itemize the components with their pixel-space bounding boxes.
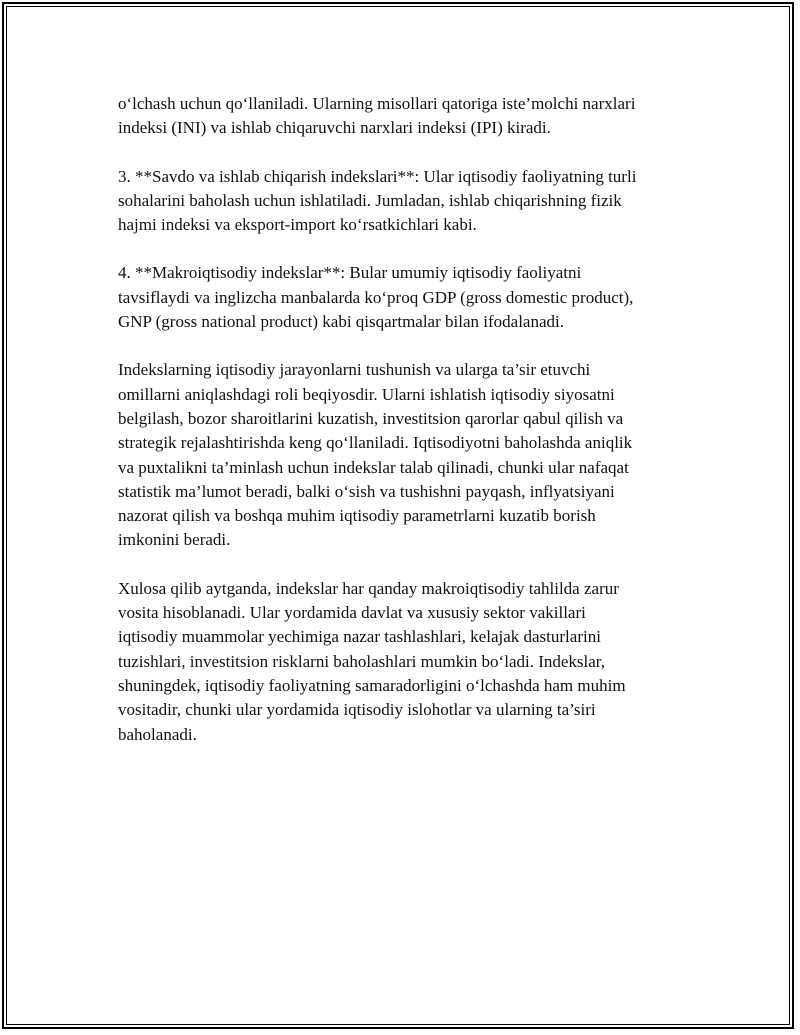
document-body [118,92,718,771]
paragraph-trade-production-indices: 3. **Savdo va ishlab chiqarish indekslari**: Ular iqtisodiy faoliyatning turli sohalarini baholash uchun ishlatiladi. Jumladan, ishlab chiqarishning fizik hajmi indeksi va eksport-import ko‘rsatkichlari kabi. [118,166,637,235]
paragraph-conclusion: Xulosa qilib aytganda, indekslar har qanday makroiqtisodiy tahlilda zarur vosita hisoblanadi. Ular yordamida davlat va xususiy sektor vakillari iqtisodiy muammolar yechimiga nazar tashlashlari, kelajak dasturlarini tuzishlari, investitsion risklarni baholashlari mumkin bo‘ladi. Indekslar, shuningdek, iqtisodiy faoliyatning samaradorligini o‘lchashda ham muhim vositadir, chunki ular yordamida iqtisodiy islohotlar va ularning ta’siri baholanadi. [118,578,626,744]
paragraph-macroeconomic-indices: 4. **Makroiqtisodiy indekslar**: Bular umumiy iqtisodiy faoliyatni tavsiflaydi va inglizcha manbalarda ko‘proq GDP (gross domestic product), GNP (gross national product) kabi qisqartmalar bilan ifodalanadi. [118,263,634,332]
paragraph-price-indices: o‘lchash uchun qo‘llaniladi. Ularning misollari qatoriga iste’molchi narxlari indeksi (INI) va ishlab chiqaruvchi narxlari indeksi (IPI) kiradi. [118,94,636,138]
paragraph-role-of-indices: Indekslarning iqtisodiy jarayonlarni tushunish va ularga ta’sir etuvchi omillarni aniqlashdagi roli beqiyosdir. Ularni ishlatish iqtisodiy siyosatni belgilash, bozor sharoitlarini kuzatish, investitsion qarorlar qabul qilish va strategik rejalashtirishda keng qo‘llaniladi. Iqtisodiyotni baholashda aniqlik va puxtalikni ta’minlash uchun indekslar talab qilinadi, chunki ular nafaqat statistik ma’lumot beradi, balki o‘sish va tushishni payqash, inflyatsiyani nazorat qilish va boshqa muhim iqtisodiy parametrlarni kuzatib borish imkonini beradi. [118,360,633,550]
